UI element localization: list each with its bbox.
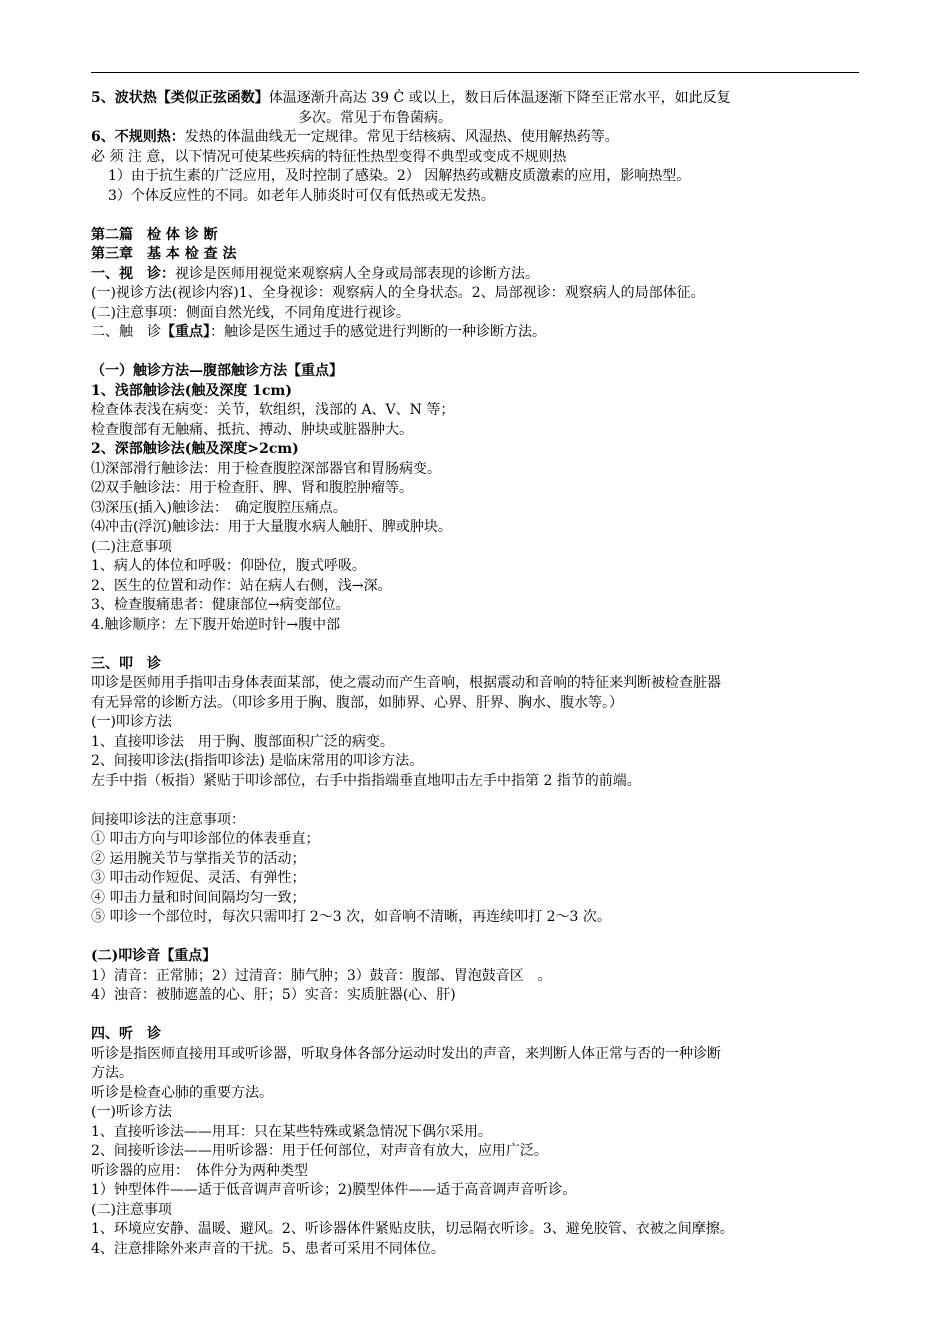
palpation-heading [91,323,866,343]
auscultation-methods-heading: (一)听诊方法 [91,1104,172,1120]
indirect-auscultation: 2、间接听诊法——用听诊器：用于任何部位，对声音有放大，应用广泛。 [91,1143,548,1159]
percussion-note-5: ⑤ 叩诊一个部位时，每次只需叩打 2～3 次，如音响不清晰，再连续叩打 2～3 次。 [91,909,611,925]
shallow-palpation-line-2: 检查腹部有无触痛、抵抗、搏动、肿块或脏器肿大。 [91,421,413,438]
inspection-methods: (一)视诊方法(视诊内容)1、全身视诊：观察病人的全身状态。2、局部视诊：观察病人的局部体征。 [91,285,705,301]
percussion-note-4: ④ 叩击力量和时间间隔均匀一致； [91,889,306,906]
inspection-text: 视诊是医师用视觉来观察病人全身或局部表现的诊断方法。 [175,265,539,282]
fever-type-5-label: 5、波状热【类似正弦函数】 [91,90,269,106]
percussion-note-1: ① 叩击方向与叩诊部位的体表垂直； [91,831,320,847]
part-heading: 第二篇 检 体 诊 断 [91,226,218,243]
auscultation-notes-heading: (二)注意事项 [91,1201,172,1218]
percussion-definition-continued: 有无异常的诊断方法。（叩诊多用于胸、腹部，如肺界、心界、肝界、胸水、腹水等。） [91,694,623,711]
indirect-percussion-notes-heading: 间接叩诊法的注意事项： [91,811,245,828]
palpation-note-4: 4.触诊顺序：左下腹开始逆时针→腹中部 [91,616,341,633]
fever-type-6 [91,128,866,148]
percussion-sounds-line-2: 4）浊音：被肺遮盖的心、肝；5）实音：实质脏器(心、肝) [91,987,456,1003]
note-item-1-2: 1）由于抗生素的广泛应用，及时控制了感染。2） 因解热药或糖皮质激素的应用，影响热型。 [108,168,691,184]
auscultation-importance: 听诊是检查心肺的重要方法。 [91,1084,273,1101]
fever-type-6-label: 6、不规则热： [91,129,185,145]
percussion-sounds-line-1: 1）清音：正常肺；2）过清音：肺气肿；3）鼓音：腹部、胃泡鼓音区 。 [91,967,552,984]
document-body [91,89,866,1259]
palpation-note-2: 2、医生的位置和动作：站在病人右侧，浅→深。 [91,577,392,594]
note-paragraph: 必 须 注 意，以下情况可使某些疾病的特征性热型变得不典型或变成不规则热 [91,148,567,165]
inspection-label: 一、视 诊： [91,265,175,282]
inspection-notes: (二)注意事项：侧面自然光线，不同角度进行视诊。 [91,304,410,321]
indirect-percussion: 2、间接叩诊法(指指叩诊法) 是临床常用的叩诊方法。 [91,753,424,769]
percussion-definition: 叩诊是医师用手指叩击身体表面某部，使之震动而产生音响，根据震动和音响的特征来判断被检查脏器 [91,675,721,691]
auscultation-definition-continued: 方法。 [91,1065,133,1081]
note-item-3: 3）个体反应性的不同。如老年人肺炎时可仅有低热或无发热。 [108,187,495,204]
fever-type-5 [91,89,866,109]
palpation-note-1: 1、病人的体位和呼吸：仰卧位，腹式呼吸。 [91,558,366,574]
palpation-text: ：触诊是医生通过手的感觉进行判断的一种诊断方法。 [210,324,546,340]
palpation-key-tag: 【重点】 [161,324,210,340]
deep-palpation-item-2: ⑵双手触诊法：用于检查肝、脾、肾和腹腔肿瘤等。 [91,480,413,496]
fever-type-6-text: 发热的体温曲线无一定规律。常见于结核病、风湿热、使用解热药等。 [184,129,619,145]
palpation-notes-heading: (二)注意事项 [91,538,172,555]
deep-palpation-item-3: ⑶深压(插入)触诊法： 确定腹腔压痛点。 [91,499,347,516]
direct-auscultation: 1、直接听诊法——用耳：只在某些特殊或紧急情况下偶尔采用。 [91,1123,492,1140]
percussion-sounds-heading: (二)叩诊音【重点】 [91,948,217,964]
deep-palpation-item-4: ⑷冲击(浮沉)触诊法：用于大量腹水病人触肝、脾或肿块。 [91,519,452,535]
percussion-methods-heading: (一)叩诊方法 [91,714,172,730]
shallow-palpation-heading: 1、浅部触诊法(触及深度 1cm) [91,382,292,399]
indirect-percussion-detail: 左手中指（板指）紧贴于叩诊部位，右手中指指端垂直地叩击左手中指第 2 指节的前端。 [91,772,641,789]
palpation-label: 二、触 诊 [91,324,161,340]
fever-type-5-continued: 多次。常见于布鲁菌病。 [298,109,452,126]
percussion-note-3: ③ 叩击动作短促、灵活、有弹性； [91,870,306,886]
percussion-heading: 三、叩 诊 [91,655,161,672]
header-rule [91,72,859,73]
inspection-heading [91,265,866,285]
chapter-heading: 第三章 基 本 检 查 法 [91,246,237,262]
direct-percussion: 1、直接叩诊法 用于胸、腹部面积广泛的病变。 [91,733,394,750]
auscultation-notes-line-1: 1、环境应安静、温暖、避风。2、听诊器体件紧贴皮肤，切忌隔衣听诊。3、避免胶管、衣被之间摩擦。 [91,1221,734,1237]
stethoscope-usage: 听诊器的应用： 体件分为两种类型 [91,1162,308,1179]
deep-palpation-heading: 2、深部触诊法(触及深度>2cm) [91,441,299,457]
stethoscope-types: 1）钟型体件——适于低音调声音听诊；2)膜型体件——适于高音调声音听诊。 [91,1182,577,1198]
shallow-palpation-line-1: 检查体表浅在病变：关节，软组织，浅部的 A、V、N 等； [91,402,455,418]
palpation-note-3: 3、检查腹痛患者：健康部位→病变部位。 [91,597,350,613]
deep-palpation-item-1: ⑴深部滑行触诊法：用于检查腹腔深部器官和胃肠病变。 [91,460,441,477]
palpation-methods-heading: （一）触诊方法—腹部触诊方法【重点】 [91,363,343,379]
auscultation-definition: 听诊是指医师直接用耳或听诊器，听取身体各部分运动时发出的声音，来判断人体正常与否的一种诊断 [91,1045,721,1062]
fever-type-5-text: 体温逐渐升高达 39 Ċ 或以上，数日后体温逐渐下降至正常水平，如此反复 [268,90,731,106]
percussion-note-2: ② 运用腕关节与掌指关节的活动； [91,850,306,867]
auscultation-notes-line-2: 4、注意排除外来声音的干扰。5、患者可采用不同体位。 [91,1240,445,1257]
auscultation-heading: 四、听 诊 [91,1026,161,1042]
